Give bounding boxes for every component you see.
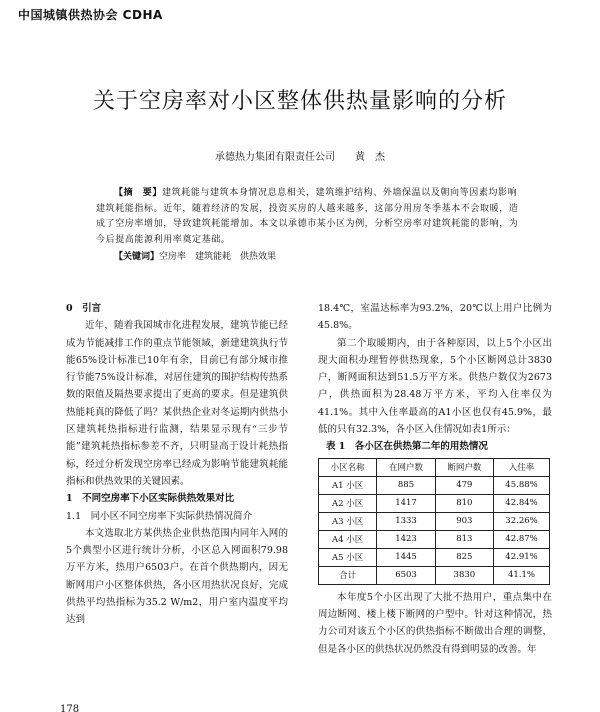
- section-1-1-heading: 1.1 同小区不同空房率下实际供热情况简介: [66, 510, 253, 522]
- author-organization: 承德热力集团有限责任公司: [215, 152, 335, 163]
- table-row: [319, 530, 550, 548]
- table-cell: 42.91%: [494, 548, 550, 566]
- section-1-1-paragraph: 本文选取北方某供热企业供热范围内同年入网的5个典型小区进行统计分析，小区总入网面积79.98万平方米，热用户6503户。在首个供热期内，因无断网用户小区整体供热，各小区用热状况良好，完成供热平均热指标为35.2 W/m2，用户室内温度平均达到: [66, 527, 288, 626]
- table-cell: 合计: [319, 566, 377, 584]
- page-number: 178: [60, 704, 80, 712]
- intro-paragraph: 近年，随着我国城市化进程发展，建筑节能已经成为节能减排工作的重点节能领域，新建建筑执行节能65%设计标准已10年有余，目前已有部分城市推行节能75%设计标准，对居住建筑的围护结构传热系数的限值及隔热要求提出了更高的要求。但是建筑供热能耗真的降低了吗？某供热企业对冬运期内供热小区建筑耗热指标进行监测，结果显示现有“三步节能”建筑耗热指标参差不齐，只明显高于设计耗热指标，经过分析发现空房率已经成为影响节能建筑耗能指标和供热效果的关键因素。: [66, 320, 288, 487]
- table-cell: 885: [377, 476, 435, 494]
- journal-masthead: 中国城镇供热协会 CDHA: [18, 8, 163, 22]
- right-column: [318, 300, 552, 658]
- table-header-cell: 小区名称: [319, 458, 377, 476]
- left-column: [66, 300, 288, 629]
- table-cell: A5 小区: [319, 548, 377, 566]
- right-paragraph-continued: 18.4℃，室温达标率为93.2%，20℃以上用户比例为45.8%。: [318, 303, 552, 332]
- table-cell: A1 小区: [319, 476, 377, 494]
- table-cell: 1333: [377, 512, 435, 530]
- keywords-text: 空房率 建筑能耗 供热效果: [159, 252, 277, 262]
- keywords: [96, 249, 526, 262]
- table-cell: A3 小区: [319, 512, 377, 530]
- intro-heading: 0 引言: [66, 303, 102, 314]
- table-row: [319, 476, 550, 494]
- table-cell: 825: [435, 548, 493, 566]
- table-row: [319, 512, 550, 530]
- table-cell: 810: [435, 494, 493, 512]
- table-cell: 1423: [377, 530, 435, 548]
- table-cell: 32.26%: [494, 512, 550, 530]
- table-row: [319, 494, 550, 512]
- table-cell: 42.87%: [494, 530, 550, 548]
- table-cell: 903: [435, 512, 493, 530]
- table-1-caption: 表 1 各小区在供热第二年的用热情况: [326, 441, 488, 453]
- abstract-label: 【摘 要】: [114, 188, 163, 198]
- table-1: [318, 458, 550, 585]
- abstract: [96, 186, 526, 248]
- keywords-label: 【关键词】: [114, 252, 160, 262]
- table-cell: 1445: [377, 548, 435, 566]
- table-total-row: [319, 566, 550, 584]
- table-cell: 41.1%: [494, 566, 550, 584]
- table-cell: A4 小区: [319, 530, 377, 548]
- table-header-cell: 入住率: [494, 458, 550, 476]
- table-header-cell: 断网户数: [435, 458, 493, 476]
- table-row: [319, 548, 550, 566]
- abstract-text: 建筑耗能与建筑本身情况息息相关，建筑维护结构、外墙保温以及朝向等因素均影响建筑耗能指标。近年，随着经济的发展，投资买房的人越来越多，这部分用房冬季基本不会取暖，造成了空房率增加，导致建筑耗能增加。本文以承德市某小区为例，分析空房率对建筑耗能的影响，为今后提高能源利用率奠定基础。: [96, 188, 519, 245]
- table-cell: 6503: [377, 566, 435, 584]
- table-cell: 3830: [435, 566, 493, 584]
- section-1-heading: 1 不同空房率下小区实际供热效果对比: [66, 493, 235, 505]
- table-cell: 1417: [377, 494, 435, 512]
- table-header-row: [319, 458, 550, 476]
- right-paragraph-3: 本年度5个小区出现了大批不热用户，重点集中在周边断网、楼上楼下断网的户型中。针对这种情况，热力公司对该五个小区的供热指标不断做出合理的调整，但是各小区的供热状况仍然没有得到明显的改善。年: [318, 591, 552, 655]
- table-cell: 42.84%: [494, 494, 550, 512]
- table-header-cell: 在网户数: [377, 458, 435, 476]
- right-paragraph-2: 第二个取暖期内，由于各种原因，以上5个小区出现大面积办理暂停供热现象，5个小区断网总计3830户，断网面积达到51.5万平方米。供热户数仅为2673户，供热面积为28.48万平方米，平均入住率仅为41.1%。其中入住率最高的A1小区也仅有45.9%，最低的只有32.3%，各小区入住情况如表1所示：: [318, 337, 552, 436]
- table-cell: A2 小区: [319, 494, 377, 512]
- article-title: 关于空房率对小区整体供热量影响的分析: [92, 89, 507, 114]
- table-cell: 45.88%: [494, 476, 550, 494]
- author-line: [0, 148, 600, 163]
- author-name: 黄 杰: [355, 152, 385, 163]
- table-cell: 479: [435, 476, 493, 494]
- table-cell: 813: [435, 530, 493, 548]
